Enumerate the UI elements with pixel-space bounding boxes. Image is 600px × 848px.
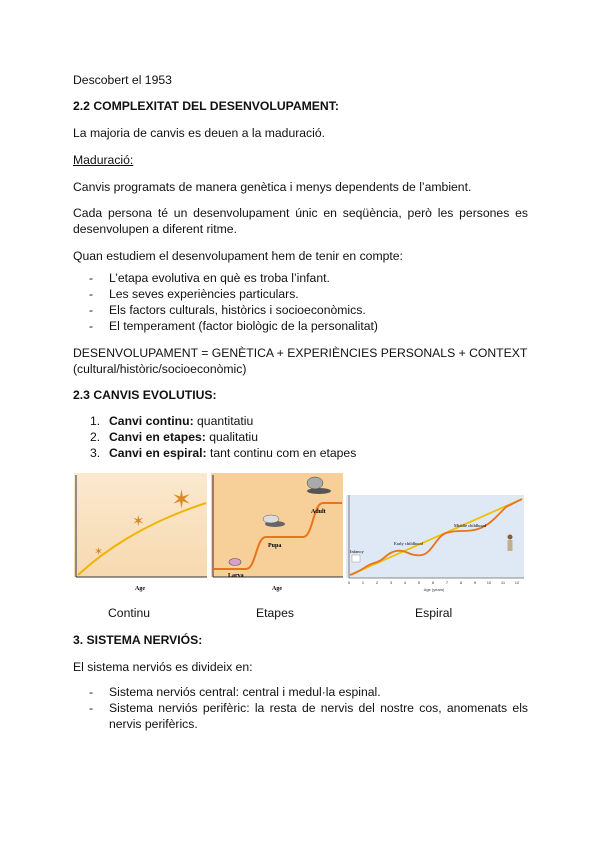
continuous-change-figure: [74, 473, 207, 595]
stages-caption: Etapes: [256, 606, 294, 620]
list-item: - Sistema nerviós central: central i medul·la espinal.: [73, 684, 528, 700]
tick-label: 5: [417, 580, 421, 585]
consider-list: [73, 270, 528, 334]
medium-star-icon: ✶: [132, 513, 145, 530]
tick-label: 12: [514, 580, 520, 585]
tick-label: 2: [375, 580, 379, 585]
child-body-icon: [508, 540, 513, 551]
tick-label: 9: [473, 580, 477, 585]
larva-label: Larva: [228, 573, 244, 579]
tick-label: 11: [500, 580, 506, 585]
list-item: - Els factors culturals, històrics i socioeconòmics.: [73, 302, 528, 318]
section-2-2-heading: 2.2 COMPLEXITAT DEL DESENVOLUPAMENT:: [73, 99, 339, 113]
change-types-list: [73, 413, 528, 461]
spiral-change-figure: [346, 495, 524, 595]
unique-development-text: Cada persona té un desenvolupament únic en seqüència, però les persones es desenvolupen a diferent ritme.: [73, 206, 528, 236]
section-3-heading: 3. SISTEMA NERVIÓS:: [73, 633, 203, 647]
tick-label: 3: [389, 580, 393, 585]
development-formula: DESENVOLUPAMENT = GENÈTICA + EXPERIÈNCIES PERSONALS + CONTEXT (cultural/històric/socioeconòmic): [73, 346, 528, 376]
adult-fly-wing-icon: [307, 477, 323, 489]
early-childhood-label: Early childhood: [394, 541, 423, 546]
larva-icon: [229, 559, 241, 566]
nervous-system-list: [73, 684, 528, 732]
list-item: - L’etapa evolutiva en què es troba l’infant.: [73, 270, 528, 286]
maturation-intro: La majoria de canvis es deuen a la maduració.: [73, 126, 326, 140]
list-item: - Les seves experiències particulars.: [73, 286, 528, 302]
list-item: 3. Canvi en espiral: tant continu com en etapes: [90, 446, 357, 460]
spiral-caption: Espiral: [415, 606, 453, 620]
tick-label: 4: [403, 580, 407, 585]
tick-label: 6: [431, 580, 435, 585]
x-axis-label: Age (years): [423, 587, 445, 592]
maturation-definition: Canvis programats de manera genètica i menys dependents de l’ambient.: [73, 180, 472, 194]
tick-label: 8: [459, 580, 463, 585]
large-star-icon: ✶: [171, 486, 192, 514]
list-item: - Sistema nerviós perifèric: la resta de nervis del nostre cos, anomenats els nervis perifèrics.: [73, 700, 528, 732]
pupa-wing-icon: [263, 515, 279, 523]
tick-label: 1: [361, 580, 365, 585]
consider-text: Quan estudiem el desenvolupament hem de tenir en compte:: [73, 249, 403, 263]
small-star-icon: ✶: [94, 546, 104, 558]
continuous-caption: Continu: [108, 606, 151, 620]
list-item: - El temperament (factor biològic de la personalitat): [73, 318, 528, 334]
middle-childhood-label: Middle childhood: [454, 523, 487, 528]
adult-fly-body-icon: [307, 488, 331, 494]
x-axis-label: Age: [135, 586, 145, 592]
adult-label: Adult: [311, 509, 326, 515]
pupa-label: Pupa: [268, 543, 282, 549]
child-head-icon: [508, 535, 513, 540]
list-item: 1. Canvi continu: quantitatiu: [90, 414, 254, 428]
tick-label: 7: [445, 580, 449, 585]
infancy-label: Infancy: [350, 549, 364, 554]
maturation-label: Maduració:: [73, 153, 134, 167]
infant-icon: [352, 555, 360, 562]
discovered-text: Descobert el 1953: [73, 73, 172, 87]
section-2-3-heading: 2.3 CANVIS EVOLUTIUS:: [73, 388, 217, 402]
x-axis-label: Age: [272, 586, 282, 592]
nervous-system-intro: El sistema nerviós es divideix en:: [73, 660, 253, 674]
list-item: 2. Canvi en etapes: qualitatiu: [90, 430, 259, 444]
stages-change-figure: [211, 473, 343, 595]
tick-label: 10: [486, 580, 492, 585]
tick-label: 0: [347, 580, 351, 585]
